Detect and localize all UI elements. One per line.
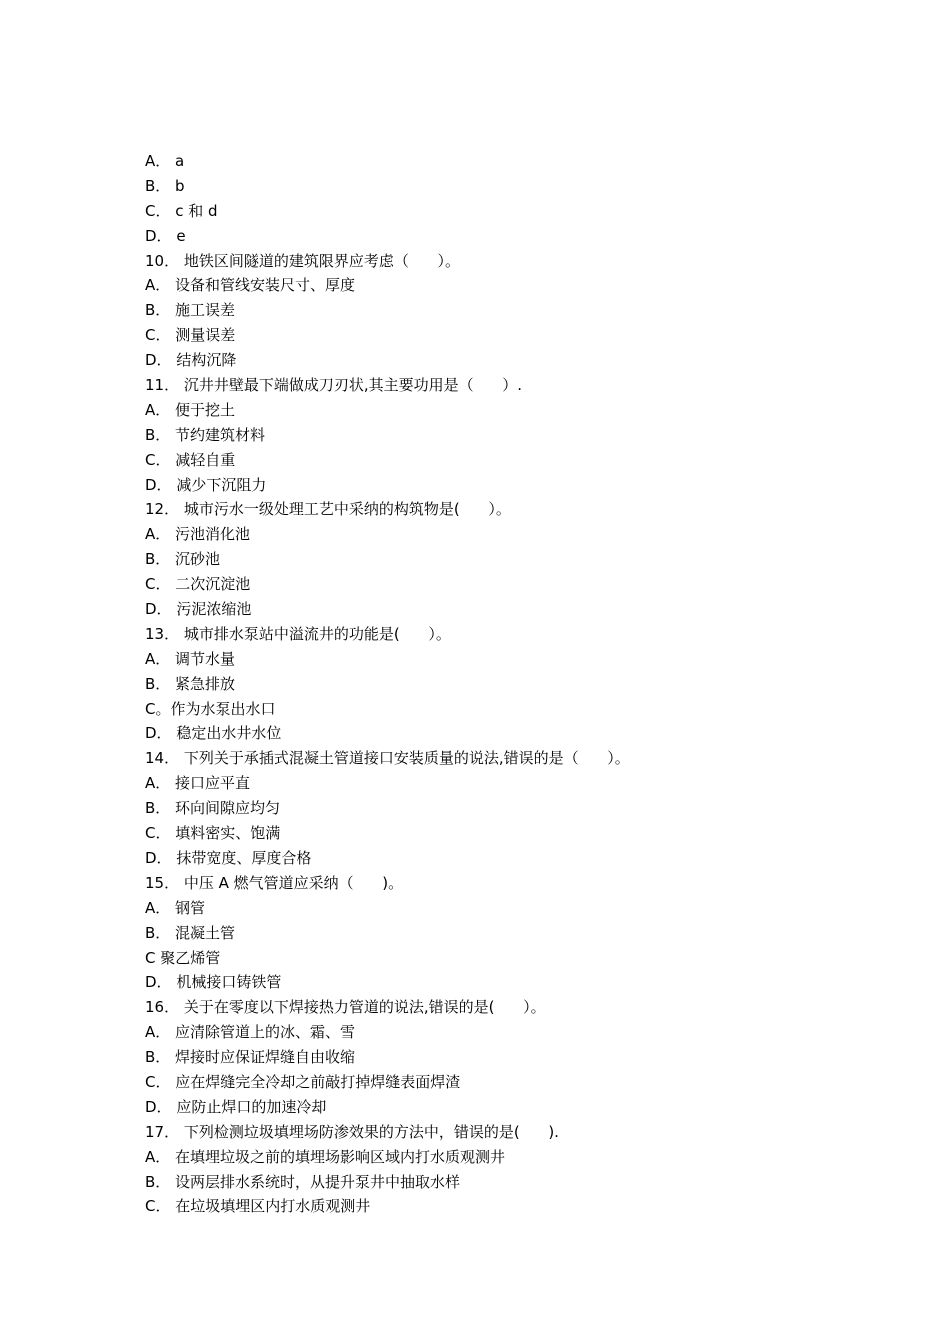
option-line: B． 混凝土管 bbox=[145, 923, 236, 942]
option-line: A． a bbox=[145, 152, 185, 170]
option-line: C． 在垃圾填埋区内打水质观测井 bbox=[145, 1197, 371, 1216]
option-line: C． c 和 d bbox=[145, 201, 218, 220]
option-line: B． b bbox=[145, 176, 185, 195]
option-line: D． 污泥浓缩池 bbox=[145, 600, 252, 619]
question-13: 13． 城市排水泵站中溢流井的功能是( ）。 bbox=[145, 624, 451, 643]
option-line: D． 稳定出水井水位 bbox=[145, 724, 282, 743]
question-11: 11． 沉井井壁最下端做成刀刃状,其主要功用是（ ）. bbox=[145, 376, 523, 395]
question-14: 14． 下列关于承插式混凝土管道接口安装质量的说法,错误的是（ ）。 bbox=[145, 749, 630, 768]
option-line: D． 结构沉降 bbox=[145, 351, 237, 370]
option-line: A． 调节水量 bbox=[145, 649, 236, 668]
option-line: B． 节约建筑材料 bbox=[145, 425, 266, 444]
option-line: D． e bbox=[145, 226, 186, 245]
option-line: B． 焊接时应保证焊缝自由收缩 bbox=[145, 1048, 356, 1067]
option-line: C。作为水泵出水口 bbox=[145, 699, 276, 718]
option-line: C 聚乙烯管 bbox=[145, 948, 221, 967]
option-line: A． 设备和管线安装尺寸、厚度 bbox=[145, 276, 356, 295]
option-line: A． 钢管 bbox=[145, 898, 206, 917]
question-15: 15． 中压 A 燃气管道应采纳（ )。 bbox=[145, 873, 404, 892]
question-16: 16． 关于在零度以下焊接热力管道的说法,错误的是( ）。 bbox=[145, 998, 546, 1017]
option-line: D． 应防止焊口的加速冷却 bbox=[145, 1097, 327, 1116]
option-line: C． 填料密实、饱满 bbox=[145, 824, 281, 843]
option-line: C． 二次沉淀池 bbox=[145, 575, 251, 594]
question-17: 17． 下列检测垃圾填埋场防渗效果的方法中，错误的是( ). bbox=[145, 1122, 559, 1141]
option-line: B． 设两层排水系统时，从提升泵井中抽取水样 bbox=[145, 1172, 461, 1191]
option-line: C． 测量误差 bbox=[145, 326, 236, 345]
option-line: B． 紧急排放 bbox=[145, 674, 236, 693]
option-line: B． 环向间隙应均匀 bbox=[145, 799, 281, 818]
question-10: 10． 地铁区间隧道的建筑限界应考虑（ ）。 bbox=[145, 251, 460, 270]
option-line: A． 便于挖土 bbox=[145, 400, 236, 419]
option-line: D． 抹带宽度、厚度合格 bbox=[145, 848, 312, 867]
option-line: A． 在填埋垃圾之前的填埋场影响区域内打水质观测井 bbox=[145, 1147, 506, 1166]
option-line: D． 机械接口铸铁管 bbox=[145, 973, 282, 992]
option-line: C． 应在焊缝完全冷却之前敲打掉焊缝表面焊渣 bbox=[145, 1072, 461, 1091]
option-line: A． 接口应平直 bbox=[145, 774, 251, 793]
option-line: C． 减轻自重 bbox=[145, 450, 236, 469]
option-line: A． 应清除管道上的冰、霜、雪 bbox=[145, 1023, 356, 1042]
option-line: B． 沉砂池 bbox=[145, 550, 221, 569]
option-line: D． 减少下沉阻力 bbox=[145, 475, 267, 494]
option-line: B． 施工误差 bbox=[145, 301, 236, 320]
question-12: 12． 城市污水一级处理工艺中采纳的构筑物是( ）。 bbox=[145, 500, 511, 519]
option-line: A． 污池消化池 bbox=[145, 525, 251, 544]
document-body bbox=[145, 149, 845, 1219]
